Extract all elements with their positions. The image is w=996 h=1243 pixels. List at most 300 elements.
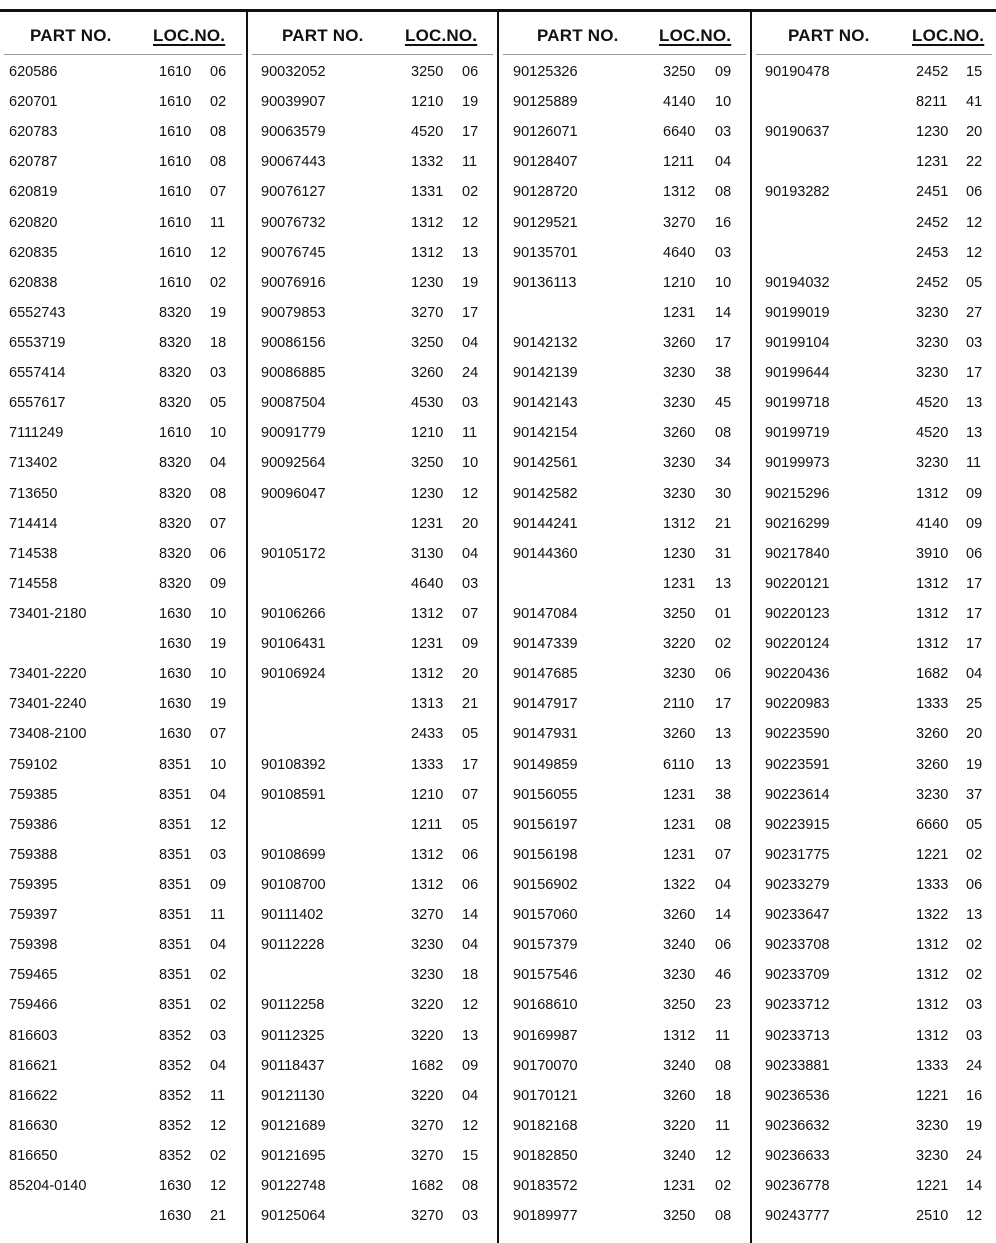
table-row bbox=[248, 599, 497, 629]
loc-bin: 08 bbox=[210, 485, 227, 502]
part-number: 90220436 bbox=[765, 666, 830, 683]
loc-number: 1312 bbox=[916, 937, 949, 954]
part-number: 90199019 bbox=[765, 304, 830, 321]
part-number: 90106924 bbox=[261, 666, 326, 683]
table-row bbox=[499, 448, 750, 478]
loc-bin: 20 bbox=[462, 666, 479, 683]
loc-number: 1312 bbox=[916, 1027, 949, 1044]
part-number: 90135701 bbox=[513, 244, 578, 261]
part-number: 90125326 bbox=[513, 64, 578, 80]
table-row bbox=[248, 1141, 497, 1171]
table-row bbox=[0, 57, 246, 87]
part-number: 90220983 bbox=[765, 696, 830, 713]
table-row bbox=[499, 750, 750, 780]
loc-number: 1312 bbox=[411, 846, 444, 863]
part-number: 90182850 bbox=[513, 1147, 578, 1164]
table-row bbox=[752, 1171, 996, 1201]
loc-bin: 19 bbox=[210, 636, 227, 653]
loc-bin: 03 bbox=[210, 365, 227, 382]
loc-number: 3230 bbox=[663, 666, 696, 683]
loc-number: 6660 bbox=[916, 816, 949, 833]
part-no-header: PART NO. bbox=[30, 26, 112, 45]
part-number: 90121695 bbox=[261, 1147, 326, 1164]
part-number: 90105172 bbox=[261, 545, 326, 562]
loc-number: 3220 bbox=[663, 636, 696, 653]
loc-number: 2452 bbox=[916, 64, 949, 80]
loc-bin: 08 bbox=[210, 154, 227, 171]
part-number: 90149859 bbox=[513, 756, 578, 773]
table-row bbox=[0, 1051, 246, 1081]
table-row bbox=[499, 840, 750, 870]
part-number: 90112325 bbox=[261, 1027, 325, 1044]
loc-bin: 17 bbox=[966, 575, 983, 592]
loc-bin: 11 bbox=[966, 455, 982, 472]
part-number: 90199718 bbox=[765, 395, 830, 412]
table-row bbox=[752, 268, 996, 298]
loc-number: 4520 bbox=[916, 395, 949, 412]
table-row bbox=[248, 298, 497, 328]
table-row bbox=[499, 509, 750, 539]
loc-bin: 15 bbox=[966, 64, 983, 80]
loc-number: 1211 bbox=[411, 816, 443, 833]
table-row bbox=[0, 479, 246, 509]
table-column-1 bbox=[0, 12, 246, 1243]
part-number: 759465 bbox=[9, 967, 58, 984]
table-row bbox=[752, 509, 996, 539]
part-number: 90108392 bbox=[261, 756, 326, 773]
loc-bin: 20 bbox=[966, 124, 983, 141]
table-row bbox=[499, 930, 750, 960]
loc-number: 3230 bbox=[411, 937, 444, 954]
table-row bbox=[499, 1021, 750, 1051]
table-row bbox=[499, 539, 750, 569]
table-row bbox=[752, 900, 996, 930]
loc-number: 3240 bbox=[663, 1147, 696, 1164]
loc-number: 3230 bbox=[411, 967, 444, 984]
table-row bbox=[0, 117, 246, 147]
part-number: 90129521 bbox=[513, 214, 578, 231]
loc-number: 1210 bbox=[411, 94, 444, 111]
table-row bbox=[248, 750, 497, 780]
loc-bin: 12 bbox=[462, 1117, 479, 1134]
loc-bin: 05 bbox=[462, 726, 479, 743]
loc-bin: 46 bbox=[715, 967, 732, 984]
part-number: 90121130 bbox=[261, 1087, 325, 1104]
table-row bbox=[752, 177, 996, 207]
loc-number: 1231 bbox=[411, 636, 444, 653]
loc-number: 1630 bbox=[159, 1208, 192, 1225]
part-number: 90147339 bbox=[513, 636, 578, 653]
loc-bin: 06 bbox=[462, 846, 479, 863]
loc-bin: 11 bbox=[210, 214, 226, 231]
loc-bin: 07 bbox=[715, 846, 732, 863]
part-number: 816603 bbox=[9, 1027, 58, 1044]
loc-number: 1630 bbox=[159, 696, 192, 713]
table-row bbox=[0, 1141, 246, 1171]
loc-number: 3260 bbox=[663, 1087, 696, 1104]
loc-bin: 06 bbox=[715, 666, 732, 683]
loc-bin: 02 bbox=[210, 94, 227, 111]
part-number: 759102 bbox=[9, 756, 58, 773]
loc-number: 3220 bbox=[411, 1087, 444, 1104]
loc-number: 1630 bbox=[159, 636, 192, 653]
loc-number: 3260 bbox=[663, 907, 696, 924]
part-number: 90039907 bbox=[261, 94, 326, 111]
table-row bbox=[248, 1051, 497, 1081]
part-number: 714558 bbox=[9, 575, 58, 592]
part-number: 90142561 bbox=[513, 455, 578, 472]
loc-bin: 24 bbox=[462, 365, 479, 382]
part-number: 90128407 bbox=[513, 154, 578, 171]
loc-number: 1630 bbox=[159, 1178, 192, 1195]
loc-bin: 08 bbox=[715, 1057, 732, 1074]
loc-number: 3260 bbox=[663, 425, 696, 442]
part-number: 90156197 bbox=[513, 816, 578, 833]
loc-no-header: LOC.NO. bbox=[659, 26, 732, 45]
loc-bin: 04 bbox=[210, 1057, 227, 1074]
loc-bin: 03 bbox=[966, 1027, 983, 1044]
loc-number: 1312 bbox=[411, 244, 444, 261]
loc-bin: 07 bbox=[210, 515, 227, 532]
part-number: 90217840 bbox=[765, 545, 830, 562]
loc-number: 1610 bbox=[159, 244, 192, 261]
part-number: 90189977 bbox=[513, 1208, 578, 1225]
table-row bbox=[752, 990, 996, 1020]
loc-bin: 02 bbox=[715, 636, 732, 653]
loc-bin: 03 bbox=[966, 997, 983, 1014]
part-number: 73401-2180 bbox=[9, 605, 87, 622]
loc-number: 1312 bbox=[916, 575, 949, 592]
table-row bbox=[752, 780, 996, 810]
loc-number: 3230 bbox=[663, 485, 696, 502]
loc-bin: 12 bbox=[966, 214, 983, 231]
table-row bbox=[0, 448, 246, 478]
table-row bbox=[0, 1111, 246, 1141]
part-number: 713650 bbox=[9, 485, 58, 502]
loc-bin: 12 bbox=[462, 997, 479, 1014]
column-header bbox=[248, 12, 497, 54]
loc-bin: 09 bbox=[715, 64, 732, 80]
table-row bbox=[248, 57, 497, 87]
loc-number: 3220 bbox=[411, 1027, 444, 1044]
loc-number: 4640 bbox=[663, 244, 696, 261]
loc-number: 1333 bbox=[916, 1057, 949, 1074]
table-row bbox=[752, 479, 996, 509]
table-row bbox=[499, 1141, 750, 1171]
part-number: 90106266 bbox=[261, 605, 326, 622]
loc-number: 1231 bbox=[663, 786, 696, 803]
loc-bin: 17 bbox=[715, 334, 732, 351]
part-number: 714414 bbox=[9, 515, 58, 532]
part-no-header: PART NO. bbox=[788, 26, 870, 45]
part-number: 90142143 bbox=[513, 395, 578, 412]
loc-number: 8320 bbox=[159, 575, 192, 592]
table-row bbox=[752, 840, 996, 870]
loc-bin: 12 bbox=[210, 816, 227, 833]
loc-bin: 02 bbox=[210, 1147, 227, 1164]
loc-number: 1610 bbox=[159, 94, 192, 111]
part-number: 90223591 bbox=[765, 756, 830, 773]
table-row bbox=[248, 1171, 497, 1201]
table-row bbox=[248, 208, 497, 238]
loc-bin: 04 bbox=[462, 334, 479, 351]
loc-number: 3260 bbox=[916, 726, 949, 743]
loc-bin: 34 bbox=[715, 455, 732, 472]
table-row bbox=[248, 689, 497, 719]
loc-bin: 13 bbox=[462, 1027, 479, 1044]
loc-bin: 04 bbox=[715, 154, 732, 171]
column-rows bbox=[499, 57, 750, 1231]
part-number: 90169987 bbox=[513, 1027, 578, 1044]
table-row bbox=[499, 358, 750, 388]
part-number: 90142139 bbox=[513, 365, 578, 382]
loc-number: 1610 bbox=[159, 154, 192, 171]
loc-number: 1312 bbox=[916, 485, 949, 502]
table-row bbox=[752, 388, 996, 418]
loc-bin: 21 bbox=[715, 515, 732, 532]
table-row bbox=[248, 147, 497, 177]
loc-bin: 17 bbox=[462, 124, 479, 141]
table-row bbox=[0, 689, 246, 719]
loc-bin: 04 bbox=[462, 1087, 479, 1104]
loc-bin: 04 bbox=[210, 455, 227, 472]
loc-bin: 31 bbox=[715, 545, 732, 562]
part-number: 90199973 bbox=[765, 455, 830, 472]
loc-bin: 38 bbox=[715, 365, 732, 382]
part-number: 90063579 bbox=[261, 124, 326, 141]
loc-bin: 02 bbox=[966, 937, 983, 954]
table-row bbox=[248, 87, 497, 117]
loc-number: 3260 bbox=[663, 334, 696, 351]
table-row bbox=[499, 298, 750, 328]
part-number: 90233279 bbox=[765, 876, 830, 893]
part-number: 816650 bbox=[9, 1147, 58, 1164]
table-row bbox=[248, 780, 497, 810]
table-row bbox=[248, 1081, 497, 1111]
part-number: 620835 bbox=[9, 244, 58, 261]
part-number: 759385 bbox=[9, 786, 58, 803]
table-row bbox=[752, 659, 996, 689]
loc-number: 3240 bbox=[663, 937, 696, 954]
loc-bin: 19 bbox=[966, 1117, 983, 1134]
part-number: 90142154 bbox=[513, 425, 578, 442]
loc-number: 1610 bbox=[159, 64, 192, 80]
part-number: 90170070 bbox=[513, 1057, 578, 1074]
loc-number: 1322 bbox=[663, 876, 696, 893]
part-no-header: PART NO. bbox=[282, 26, 364, 45]
loc-bin: 04 bbox=[210, 937, 227, 954]
part-number: 816622 bbox=[9, 1087, 58, 1104]
part-number: 90136113 bbox=[513, 274, 577, 291]
loc-bin: 20 bbox=[462, 515, 479, 532]
table-row bbox=[499, 479, 750, 509]
part-number: 90086156 bbox=[261, 334, 326, 351]
loc-bin: 03 bbox=[715, 124, 732, 141]
loc-number: 1221 bbox=[916, 1087, 949, 1104]
loc-number: 3250 bbox=[411, 64, 444, 80]
loc-number: 3230 bbox=[916, 786, 949, 803]
part-number: 90076127 bbox=[261, 184, 326, 201]
loc-number: 1333 bbox=[411, 756, 444, 773]
table-row bbox=[499, 810, 750, 840]
table-row bbox=[752, 117, 996, 147]
part-number: 90236536 bbox=[765, 1087, 830, 1104]
loc-number: 2453 bbox=[916, 244, 949, 261]
loc-number: 1312 bbox=[411, 605, 444, 622]
loc-bin: 09 bbox=[966, 515, 983, 532]
part-number: 759398 bbox=[9, 937, 58, 954]
loc-number: 1312 bbox=[663, 184, 696, 201]
loc-bin: 14 bbox=[966, 1178, 983, 1195]
loc-bin: 03 bbox=[462, 395, 479, 412]
part-number: 90086885 bbox=[261, 365, 326, 382]
table-row bbox=[248, 1111, 497, 1141]
part-number: 90233713 bbox=[765, 1027, 830, 1044]
part-number: 90231775 bbox=[765, 846, 830, 863]
loc-number: 1333 bbox=[916, 696, 949, 713]
loc-bin: 18 bbox=[715, 1087, 732, 1104]
loc-number: 4640 bbox=[411, 575, 444, 592]
part-number: 759388 bbox=[9, 846, 58, 863]
table-row bbox=[752, 147, 996, 177]
column-rows bbox=[752, 57, 996, 1231]
loc-bin: 21 bbox=[210, 1208, 227, 1225]
table-row bbox=[0, 1201, 246, 1231]
part-number: 90190478 bbox=[765, 64, 830, 80]
part-number: 90233712 bbox=[765, 997, 830, 1014]
part-number: 90215296 bbox=[765, 485, 830, 502]
table-row bbox=[0, 208, 246, 238]
loc-number: 8351 bbox=[159, 937, 192, 954]
part-number: 816630 bbox=[9, 1117, 58, 1134]
part-number: 759466 bbox=[9, 997, 58, 1014]
table-row bbox=[499, 719, 750, 749]
loc-number: 4530 bbox=[411, 395, 444, 412]
part-number: 90199644 bbox=[765, 365, 830, 382]
loc-bin: 04 bbox=[715, 876, 732, 893]
part-number: 90193282 bbox=[765, 184, 830, 201]
loc-number: 3250 bbox=[411, 455, 444, 472]
loc-number: 1630 bbox=[159, 666, 192, 683]
table-row bbox=[752, 298, 996, 328]
table-row bbox=[0, 599, 246, 629]
table-row bbox=[248, 960, 497, 990]
table-row bbox=[499, 1201, 750, 1231]
part-number: 6552743 bbox=[9, 304, 66, 321]
loc-bin: 18 bbox=[210, 334, 227, 351]
part-number: 90223590 bbox=[765, 726, 830, 743]
part-number: 90194032 bbox=[765, 274, 830, 291]
header-underline bbox=[252, 54, 493, 55]
loc-number: 1312 bbox=[663, 1027, 696, 1044]
table-row bbox=[0, 900, 246, 930]
loc-bin: 19 bbox=[462, 274, 479, 291]
header-underline bbox=[756, 54, 992, 55]
part-number: 90125064 bbox=[261, 1208, 326, 1225]
table-row bbox=[248, 268, 497, 298]
loc-bin: 11 bbox=[462, 154, 478, 171]
loc-bin: 04 bbox=[462, 937, 479, 954]
part-number: 90108591 bbox=[261, 786, 326, 803]
table-row bbox=[0, 388, 246, 418]
loc-bin: 06 bbox=[210, 545, 227, 562]
loc-number: 3250 bbox=[411, 334, 444, 351]
part-number: 620701 bbox=[9, 94, 58, 111]
loc-bin: 17 bbox=[715, 696, 732, 713]
table-row bbox=[0, 87, 246, 117]
loc-bin: 13 bbox=[715, 575, 732, 592]
loc-bin: 06 bbox=[966, 184, 983, 201]
part-number: 90233881 bbox=[765, 1057, 830, 1074]
table-row bbox=[752, 418, 996, 448]
loc-bin: 10 bbox=[210, 425, 227, 442]
loc-bin: 02 bbox=[210, 997, 227, 1014]
column-header bbox=[752, 12, 996, 54]
table-row bbox=[0, 990, 246, 1020]
loc-number: 3270 bbox=[411, 907, 444, 924]
loc-number: 8352 bbox=[159, 1117, 192, 1134]
part-number: 90157060 bbox=[513, 907, 578, 924]
loc-number: 3260 bbox=[663, 726, 696, 743]
loc-bin: 13 bbox=[462, 244, 479, 261]
loc-bin: 07 bbox=[462, 605, 479, 622]
part-number: 90076916 bbox=[261, 274, 326, 291]
table-row bbox=[752, 1021, 996, 1051]
loc-bin: 03 bbox=[462, 575, 479, 592]
loc-number: 1332 bbox=[411, 154, 444, 171]
table-row bbox=[499, 87, 750, 117]
table-row bbox=[248, 509, 497, 539]
part-number: 90236778 bbox=[765, 1178, 830, 1195]
loc-number: 3230 bbox=[916, 334, 949, 351]
part-number: 90091779 bbox=[261, 425, 326, 442]
loc-number: 8320 bbox=[159, 365, 192, 382]
table-row bbox=[752, 448, 996, 478]
table-row bbox=[248, 448, 497, 478]
table-row bbox=[752, 1141, 996, 1171]
part-number: 90199719 bbox=[765, 425, 830, 442]
table-row bbox=[0, 238, 246, 268]
loc-number: 1230 bbox=[663, 545, 696, 562]
loc-bin: 17 bbox=[462, 304, 479, 321]
loc-bin: 12 bbox=[210, 1117, 227, 1134]
loc-number: 8351 bbox=[159, 756, 192, 773]
table-row bbox=[752, 599, 996, 629]
part-number: 90199104 bbox=[765, 334, 830, 351]
table-row bbox=[499, 268, 750, 298]
loc-number: 3130 bbox=[411, 545, 444, 562]
part-number: 620787 bbox=[9, 154, 58, 171]
part-number: 90156902 bbox=[513, 876, 578, 893]
loc-bin: 02 bbox=[966, 846, 983, 863]
table-row bbox=[0, 750, 246, 780]
table-row bbox=[752, 870, 996, 900]
loc-bin: 14 bbox=[715, 304, 732, 321]
table-row bbox=[248, 479, 497, 509]
part-number: 90118437 bbox=[261, 1057, 325, 1074]
part-number: 85204-0140 bbox=[9, 1178, 87, 1195]
loc-number: 1231 bbox=[663, 575, 696, 592]
table-row bbox=[0, 810, 246, 840]
loc-number: 3230 bbox=[916, 455, 949, 472]
loc-number: 4520 bbox=[411, 124, 444, 141]
loc-bin: 07 bbox=[210, 726, 227, 743]
loc-number: 1682 bbox=[411, 1057, 444, 1074]
table-row bbox=[248, 810, 497, 840]
table-row bbox=[752, 328, 996, 358]
part-number: 90079853 bbox=[261, 304, 326, 321]
loc-number: 3220 bbox=[663, 1117, 696, 1134]
